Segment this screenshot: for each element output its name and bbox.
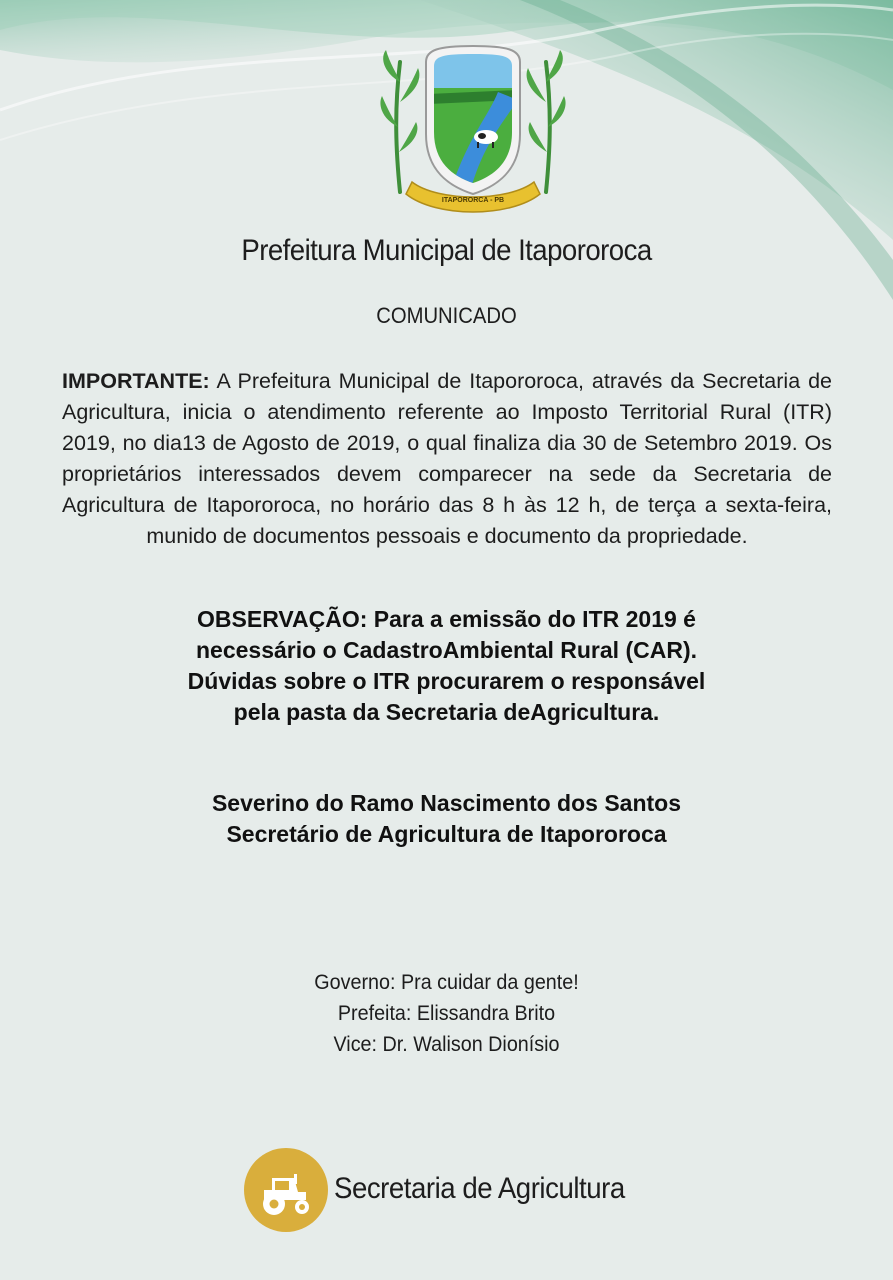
signature-role: Secretário de Agricultura de Itapororoca — [226, 821, 667, 847]
department-badge — [244, 1148, 664, 1232]
notice-heading: COMUNICADO — [376, 303, 517, 328]
page-title: Prefeitura Municipal de Itapororoca — [241, 234, 652, 267]
government-slogan: Governo: Pra cuidar da gente! — [314, 971, 579, 994]
signature-block — [0, 788, 893, 850]
tractor-icon — [244, 1148, 328, 1232]
department-label: Secretaria de Agricultura — [334, 1172, 625, 1205]
government-footer — [27, 967, 866, 1060]
notice-body: A Prefeitura Municipal de Itapororoca, através da Secretaria de Agricultura, inicia o atendimento referente ao Imposto Territorial Rural (ITR) 2019, no dia13 de Agosto de 2019, o qual finaliza dia 30 de Setembro 2019. Os proprietários interessados devem comparecer na sede da Secretaria de Agricultura de Itapororoca, no horário das 8 h às 12 h, de terça a sexta-feira, munido de documentos pessoais e documento da propriedade. — [62, 369, 832, 548]
notice-lead: IMPORTANTE: — [62, 369, 210, 393]
observation-line: necessário o CadastroAmbiental Rural (CAR). — [195, 637, 697, 663]
notice-paragraph — [62, 366, 832, 552]
vice-mayor-line: Vice: Dr. Walison Dionísio — [333, 1033, 560, 1056]
observation-block — [120, 604, 773, 728]
mayor-line: Prefeita: Elissandra Brito — [337, 1002, 556, 1025]
observation-line: OBSERVAÇÃO: Para a emissão do ITR 2019 é — [197, 606, 696, 632]
signature-name: Severino do Ramo Nascimento dos Santos — [211, 790, 682, 816]
observation-line: Dúvidas sobre o ITR procurarem o responsável — [187, 668, 706, 694]
svg-text:ITAPORORCA - PB: ITAPORORCA - PB — [441, 197, 505, 204]
municipal-coat-of-arms-icon — [378, 42, 568, 222]
observation-line: pela pasta da Secretaria deAgricultura. — [233, 699, 660, 725]
